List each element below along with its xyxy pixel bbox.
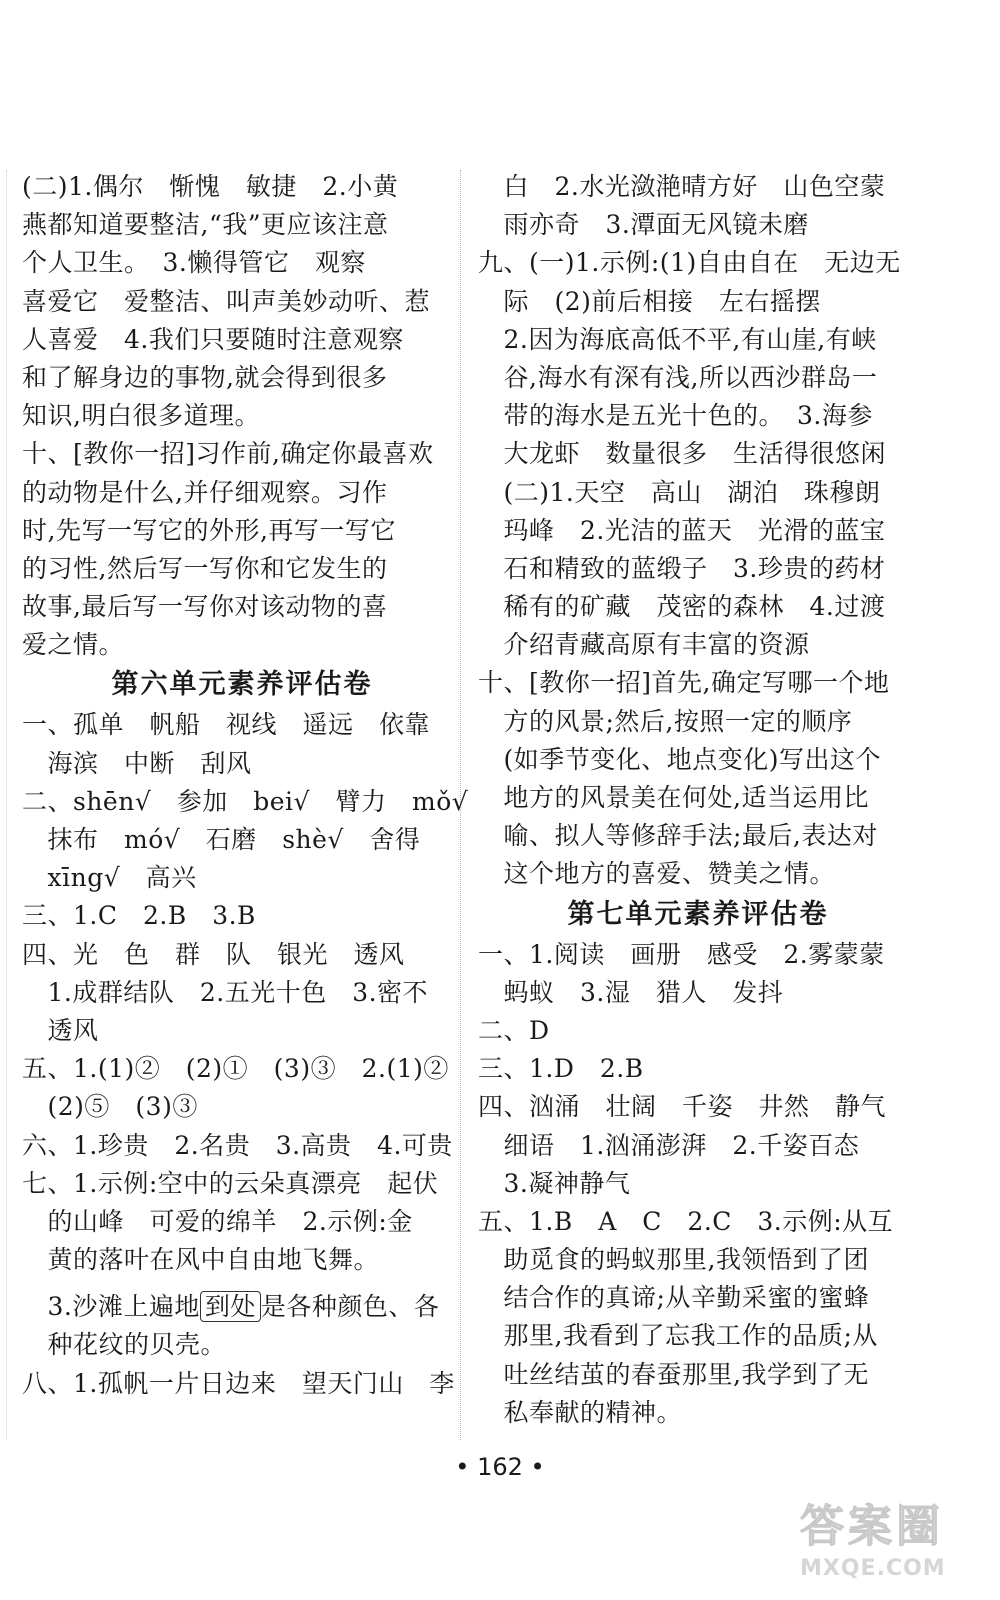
text-line: (2)⑤ (3)③ (22, 1092, 198, 1122)
text-line: 透风 (22, 1015, 99, 1045)
text-line: 的山峰 可爱的绵羊 2.示例:金 (22, 1206, 413, 1236)
boxed-word: 到处 (200, 1291, 261, 1322)
text-line: xīng√ 高兴 (22, 863, 197, 893)
text-line: 八、1.孤帆一片日边来 望天门山 李 (22, 1368, 455, 1398)
text-line: 五、1.B A C 2.C 3.示例:从互 (478, 1206, 894, 1236)
text-line: 一、孤单 帆船 视线 遥远 依靠 (22, 710, 431, 740)
text-line: 和了解身边的事物,就会得到很多 (22, 362, 388, 392)
text-line: 结合作的真谛;从辛勤采蜜的蜜蜂 (478, 1283, 870, 1313)
text-line: 三、1.C 2.B 3.B (22, 901, 256, 931)
section-title-unit7: 第七单元素养评估卷 (567, 898, 829, 930)
text-line: 二、D (478, 1015, 550, 1045)
text-line: 燕都知道要整洁,“我”更应该注意 (22, 210, 389, 240)
text-line: 地方的风景美在何处,适当运用比 (478, 783, 869, 812)
text-line: 四、汹涌 壮阔 千姿 井然 静气 (478, 1092, 887, 1122)
text-line: 爱之情。 (22, 630, 125, 660)
text-line: 喻、拟人等修辞手法;最后,表达对 (478, 821, 878, 851)
text-line: 海滨 中断 刮风 (22, 748, 252, 778)
text-line: 蚂蚁 3.湿 猎人 发抖 (478, 977, 784, 1007)
text-fragment: 3.沙滩上遍地 (22, 1292, 200, 1322)
text-line: 稀有的矿藏 茂密的森林 4.过渡 (478, 592, 886, 622)
text-line-with-correction (22, 1288, 462, 1326)
text-line: 六、1.珍贵 2.名贵 3.高贵 4.可贵 (22, 1130, 453, 1160)
text-line: 方的风景;然后,按照一定的顺序 (478, 706, 853, 736)
section-title-unit6: 第六单元素养评估卷 (111, 669, 373, 701)
left-column (22, 168, 469, 1403)
text-line: 介绍青藏高原有丰富的资源 (478, 630, 810, 660)
text-line: 十、[教你一招]首先,确定写哪一个地 (478, 668, 890, 698)
text-line: 故事,最后写一写你对该动物的喜 (22, 592, 388, 622)
text-line: 时,先写一写它的外形,再写一写它 (22, 515, 396, 545)
text-line: 个人卫生。 3.懒得管它 观察 (22, 248, 366, 278)
right-column (478, 168, 918, 1432)
text-line: 雨亦奇 3.潭面无风镜未磨 (478, 210, 809, 240)
text-line: 1.成群结队 2.五光十色 3.密不 (22, 977, 429, 1007)
text-line: 细语 1.汹涌澎湃 2.千姿百态 (478, 1130, 860, 1160)
watermark-text: 答案圈 (800, 1501, 944, 1552)
text-line: 黄的落叶在风中自由地飞舞。 (22, 1245, 380, 1275)
text-line: 吐丝结茧的春蚕那里,我学到了无 (478, 1359, 869, 1389)
text-line: 那里,我看到了忘我工作的品质;从 (478, 1321, 878, 1351)
text-line: 四、光 色 群 队 银光 透风 (22, 939, 405, 969)
text-line: 的习性,然后写一写你和它发生的 (22, 553, 388, 583)
text-line: (二)1.天空 高山 湖泊 珠穆朗 (478, 477, 881, 507)
text-line: 际 (2)前后相接 左右摇摆 (478, 286, 821, 316)
text-line: 种花纹的贝壳。 (22, 1330, 227, 1360)
text-line: 一、1.阅读 画册 感受 2.雾蒙蒙 (478, 939, 885, 969)
text-line: 私奉献的精神。 (478, 1397, 683, 1427)
text-line: 七、1.示例:空中的云朵真漂亮 起伏 (22, 1168, 439, 1198)
text-fragment: 是各种颜色、各 (260, 1292, 440, 1322)
page-number: • 162 • (455, 1453, 545, 1481)
text-line: 五、1.(1)② (2)① (3)③ 2.(1)② (22, 1054, 449, 1084)
text-line: 这个地方的喜爱、赞美之情。 (478, 859, 836, 889)
text-line: 石和精致的蓝缎子 3.珍贵的药材 (478, 553, 886, 583)
text-line: 人喜爱 4.我们只要随时注意观察 (22, 324, 404, 354)
text-line: 九、(一)1.示例:(1)自由自在 无边无 (478, 248, 901, 278)
text-line: (如季节变化、地点变化)写出这个 (478, 744, 882, 774)
text-line: 带的海水是五光十色的。 3.海参 (478, 401, 873, 431)
text-line: 知识,明白很多道理。 (22, 401, 260, 431)
text-line: 喜爱它 爱整洁、叫声美妙动听、惹 (22, 286, 431, 316)
watermark-logo (800, 1500, 985, 1592)
spacer (22, 1279, 462, 1288)
text-line: 的动物是什么,并仔细观察。习作 (22, 477, 388, 507)
text-line: 2.因为海底高低不平,有山崖,有峡 (478, 324, 877, 354)
left-edge-rule (6, 170, 7, 1440)
text-line: 十、[教你一招]习作前,确定你最喜欢 (22, 439, 434, 469)
text-line: 白 2.水光潋滟晴方好 山色空蒙 (478, 172, 886, 201)
watermark-url: MXQE.COM (800, 1556, 946, 1581)
text-line: (二)1.偶尔 惭愧 敏捷 2.小黄 (22, 172, 399, 201)
text-line: 抹布 mó√ 石磨 shè√ 舍得 (22, 825, 421, 854)
text-line: 二、shēn√ 参加 bei√ 臂力 mǒ√ (22, 786, 469, 816)
text-line: 大龙虾 数量很多 生活得很悠闲 (478, 439, 887, 469)
text-line: 助觅食的蚂蚁那里,我领悟到了团 (478, 1245, 869, 1275)
text-line: 谷,海水有深有浅,所以西沙群岛一 (478, 362, 878, 392)
text-line: 三、1.D 2.B (478, 1054, 644, 1084)
text-line: 3.凝神静气 (478, 1168, 631, 1198)
text-line: 玛峰 2.光洁的蓝天 光滑的蓝宝 (478, 515, 886, 545)
